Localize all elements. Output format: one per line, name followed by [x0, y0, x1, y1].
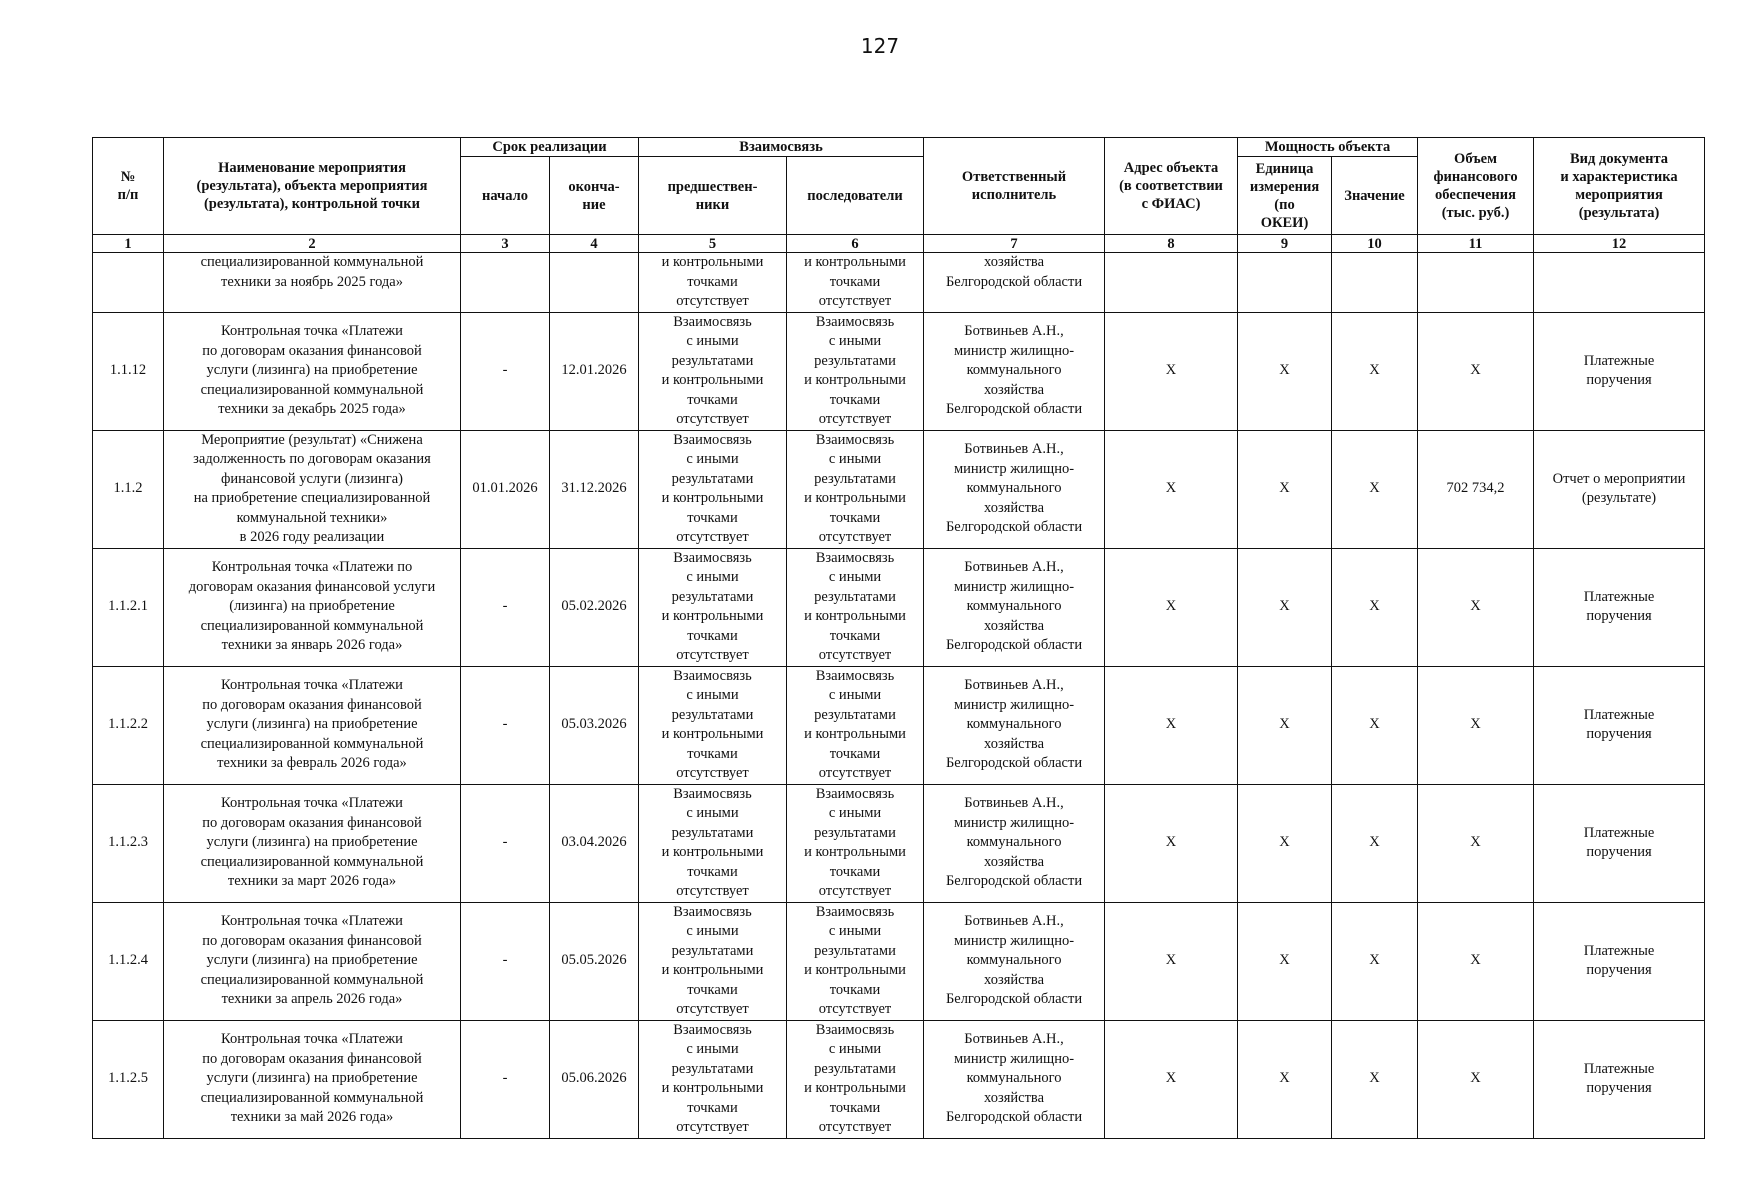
- column-number: 4: [550, 235, 639, 253]
- cell-start: -: [461, 666, 550, 784]
- cell-end: 05.03.2026: [550, 666, 639, 784]
- cell-num: 1.1.2: [93, 430, 164, 548]
- header-period-end: оконча- ние: [550, 157, 639, 235]
- cell-start: -: [461, 312, 550, 430]
- cell-value: X: [1332, 902, 1418, 1020]
- table-body: [93, 253, 1705, 1139]
- cell-unit: X: [1238, 784, 1332, 902]
- cell-responsible: Ботвиньев А.Н., министр жилищно- коммунального хозяйства Белгородской области: [924, 902, 1105, 1020]
- table-row: [93, 1020, 1705, 1138]
- header-relation-prev: предшествен- ники: [639, 157, 787, 235]
- header-name: Наименование мероприятия (результата), объекта мероприятия (результата), контрольной точки: [164, 138, 461, 235]
- column-number: 1: [93, 235, 164, 253]
- cell-address: X: [1105, 548, 1238, 666]
- cell-address: X: [1105, 1020, 1238, 1138]
- cell-unit: X: [1238, 902, 1332, 1020]
- cell-start: -: [461, 548, 550, 666]
- cell-end: 31.12.2026: [550, 430, 639, 548]
- cell-responsible: Ботвиньев А.Н., министр жилищно- коммунального хозяйства Белгородской области: [924, 548, 1105, 666]
- cell-prev: Взаимосвязь с иными результатами и контрольными точками отсутствует: [639, 1020, 787, 1138]
- cell-doc: [1534, 253, 1705, 313]
- cell-num: 1.1.2.5: [93, 1020, 164, 1138]
- cell-responsible: Ботвиньев А.Н., министр жилищно- коммунального хозяйства Белгородской области: [924, 784, 1105, 902]
- cell-end: 03.04.2026: [550, 784, 639, 902]
- header-responsible: Ответственный исполнитель: [924, 138, 1105, 235]
- column-number: 12: [1534, 235, 1705, 253]
- table-header: [93, 138, 1705, 253]
- cell-doc: Платежные поручения: [1534, 666, 1705, 784]
- header-period-start: начало: [461, 157, 550, 235]
- header-address: Адрес объекта (в соответствии с ФИАС): [1105, 138, 1238, 235]
- cell-responsible: Ботвиньев А.Н., министр жилищно- коммунального хозяйства Белгородской области: [924, 666, 1105, 784]
- cell-funding: X: [1418, 902, 1534, 1020]
- header-capacity-unit: Единица измерения (по ОКЕИ): [1238, 157, 1332, 235]
- table-row: [93, 312, 1705, 430]
- cell-unit: X: [1238, 1020, 1332, 1138]
- header-capacity-value: Значение: [1332, 157, 1418, 235]
- cell-prev: Взаимосвязь с иными результатами и контрольными точками отсутствует: [639, 430, 787, 548]
- cell-end: 05.05.2026: [550, 902, 639, 1020]
- cell-end: 05.06.2026: [550, 1020, 639, 1138]
- cell-next: Взаимосвязь с иными результатами и контрольными точками отсутствует: [787, 666, 924, 784]
- plan-table: [92, 137, 1705, 1139]
- column-numbers-row: [93, 235, 1705, 253]
- cell-responsible: Ботвиньев А.Н., министр жилищно- коммунального хозяйства Белгородской области: [924, 312, 1105, 430]
- cell-next: Взаимосвязь с иными результатами и контрольными точками отсутствует: [787, 902, 924, 1020]
- cell-end: [550, 253, 639, 313]
- cell-start: -: [461, 784, 550, 902]
- cell-next: Взаимосвязь с иными результатами и контрольными точками отсутствует: [787, 430, 924, 548]
- cell-name: Контрольная точка «Платежи по договорам оказания финансовой услуги (лизинга) на приобретение специализированной коммунальной техники за март 2026 года»: [164, 784, 461, 902]
- cell-doc: Отчет о мероприятии (результате): [1534, 430, 1705, 548]
- cell-value: X: [1332, 430, 1418, 548]
- cell-prev: Взаимосвязь с иными результатами и контрольными точками отсутствует: [639, 784, 787, 902]
- cell-address: X: [1105, 666, 1238, 784]
- column-number: 8: [1105, 235, 1238, 253]
- table-row: [93, 430, 1705, 548]
- cell-next: и контрольными точками отсутствует: [787, 253, 924, 313]
- cell-funding: X: [1418, 1020, 1534, 1138]
- cell-next: Взаимосвязь с иными результатами и контрольными точками отсутствует: [787, 548, 924, 666]
- cell-doc: Платежные поручения: [1534, 548, 1705, 666]
- cell-next: Взаимосвязь с иными результатами и контрольными точками отсутствует: [787, 312, 924, 430]
- cell-doc: Платежные поручения: [1534, 312, 1705, 430]
- cell-prev: Взаимосвязь с иными результатами и контрольными точками отсутствует: [639, 902, 787, 1020]
- cell-value: [1332, 253, 1418, 313]
- cell-num: 1.1.2.2: [93, 666, 164, 784]
- cell-unit: X: [1238, 312, 1332, 430]
- column-number: 7: [924, 235, 1105, 253]
- cell-next: Взаимосвязь с иными результатами и контрольными точками отсутствует: [787, 784, 924, 902]
- column-number: 5: [639, 235, 787, 253]
- cell-next: Взаимосвязь с иными результатами и контрольными точками отсутствует: [787, 1020, 924, 1138]
- cell-doc: Платежные поручения: [1534, 902, 1705, 1020]
- header-funding: Объем финансового обеспечения (тыс. руб.): [1418, 138, 1534, 235]
- header-period: Срок реализации: [461, 138, 639, 157]
- table-row: [93, 548, 1705, 666]
- cell-name: Контрольная точка «Платежи по договорам оказания финансовой услуги (лизинга) на приобретение специализированной коммунальной техники за январь 2026 года»: [164, 548, 461, 666]
- cell-value: X: [1332, 312, 1418, 430]
- cell-value: X: [1332, 548, 1418, 666]
- header-relation-next: последователи: [787, 157, 924, 235]
- cell-name: Контрольная точка «Платежи по договорам оказания финансовой услуги (лизинга) на приобретение специализированной коммунальной техники за декабрь 2025 года»: [164, 312, 461, 430]
- cell-funding: 702 734,2: [1418, 430, 1534, 548]
- cell-value: X: [1332, 784, 1418, 902]
- cell-num: [93, 253, 164, 313]
- cell-num: 1.1.2.3: [93, 784, 164, 902]
- cell-end: 05.02.2026: [550, 548, 639, 666]
- header-capacity: Мощность объекта: [1238, 138, 1418, 157]
- cell-funding: X: [1418, 784, 1534, 902]
- cell-prev: Взаимосвязь с иными результатами и контрольными точками отсутствует: [639, 548, 787, 666]
- cell-unit: [1238, 253, 1332, 313]
- table-row-continuation: [93, 253, 1705, 313]
- cell-name: Контрольная точка «Платежи по договорам оказания финансовой услуги (лизинга) на приобретение специализированной коммунальной техники за апрель 2026 года»: [164, 902, 461, 1020]
- cell-responsible: хозяйства Белгородской области: [924, 253, 1105, 313]
- column-number: 2: [164, 235, 461, 253]
- cell-end: 12.01.2026: [550, 312, 639, 430]
- header-doc-type: Вид документа и характеристика мероприятия (результата): [1534, 138, 1705, 235]
- cell-responsible: Ботвиньев А.Н., министр жилищно- коммунального хозяйства Белгородской области: [924, 1020, 1105, 1138]
- cell-address: X: [1105, 902, 1238, 1020]
- cell-prev: Взаимосвязь с иными результатами и контрольными точками отсутствует: [639, 666, 787, 784]
- cell-unit: X: [1238, 430, 1332, 548]
- cell-value: X: [1332, 1020, 1418, 1138]
- cell-address: X: [1105, 430, 1238, 548]
- column-number: 11: [1418, 235, 1534, 253]
- cell-unit: X: [1238, 548, 1332, 666]
- cell-address: X: [1105, 312, 1238, 430]
- cell-name: Контрольная точка «Платежи по договорам оказания финансовой услуги (лизинга) на приобретение специализированной коммунальной техники за февраль 2026 года»: [164, 666, 461, 784]
- table-row: [93, 902, 1705, 1020]
- cell-funding: [1418, 253, 1534, 313]
- cell-start: -: [461, 902, 550, 1020]
- cell-num: 1.1.2.1: [93, 548, 164, 666]
- table-row: [93, 784, 1705, 902]
- column-number: 3: [461, 235, 550, 253]
- cell-name: Контрольная точка «Платежи по договорам оказания финансовой услуги (лизинга) на приобретение специализированной коммунальной техники за май 2026 года»: [164, 1020, 461, 1138]
- column-number: 9: [1238, 235, 1332, 253]
- cell-funding: X: [1418, 548, 1534, 666]
- cell-unit: X: [1238, 666, 1332, 784]
- cell-doc: Платежные поручения: [1534, 1020, 1705, 1138]
- cell-prev: Взаимосвязь с иными результатами и контрольными точками отсутствует: [639, 312, 787, 430]
- cell-start: 01.01.2026: [461, 430, 550, 548]
- cell-start: [461, 253, 550, 313]
- table-row: [93, 666, 1705, 784]
- page-number: 127: [860, 34, 900, 58]
- column-number: 6: [787, 235, 924, 253]
- header-relation: Взаимосвязь: [639, 138, 924, 157]
- cell-name: специализированной коммунальной техники за ноябрь 2025 года»: [164, 253, 461, 313]
- column-number: 10: [1332, 235, 1418, 253]
- cell-prev: и контрольными точками отсутствует: [639, 253, 787, 313]
- cell-value: X: [1332, 666, 1418, 784]
- cell-name: Мероприятие (результат) «Снижена задолженность по договорам оказания финансовой услуги (лизинга) на приобретение специализированной коммунальной техники» в 2026 году реализации: [164, 430, 461, 548]
- header-num: № п/п: [93, 138, 164, 235]
- cell-start: -: [461, 1020, 550, 1138]
- cell-funding: X: [1418, 666, 1534, 784]
- cell-responsible: Ботвиньев А.Н., министр жилищно- коммунального хозяйства Белгородской области: [924, 430, 1105, 548]
- cell-funding: X: [1418, 312, 1534, 430]
- cell-doc: Платежные поручения: [1534, 784, 1705, 902]
- cell-address: [1105, 253, 1238, 313]
- cell-num: 1.1.2.4: [93, 902, 164, 1020]
- cell-num: 1.1.12: [93, 312, 164, 430]
- cell-address: X: [1105, 784, 1238, 902]
